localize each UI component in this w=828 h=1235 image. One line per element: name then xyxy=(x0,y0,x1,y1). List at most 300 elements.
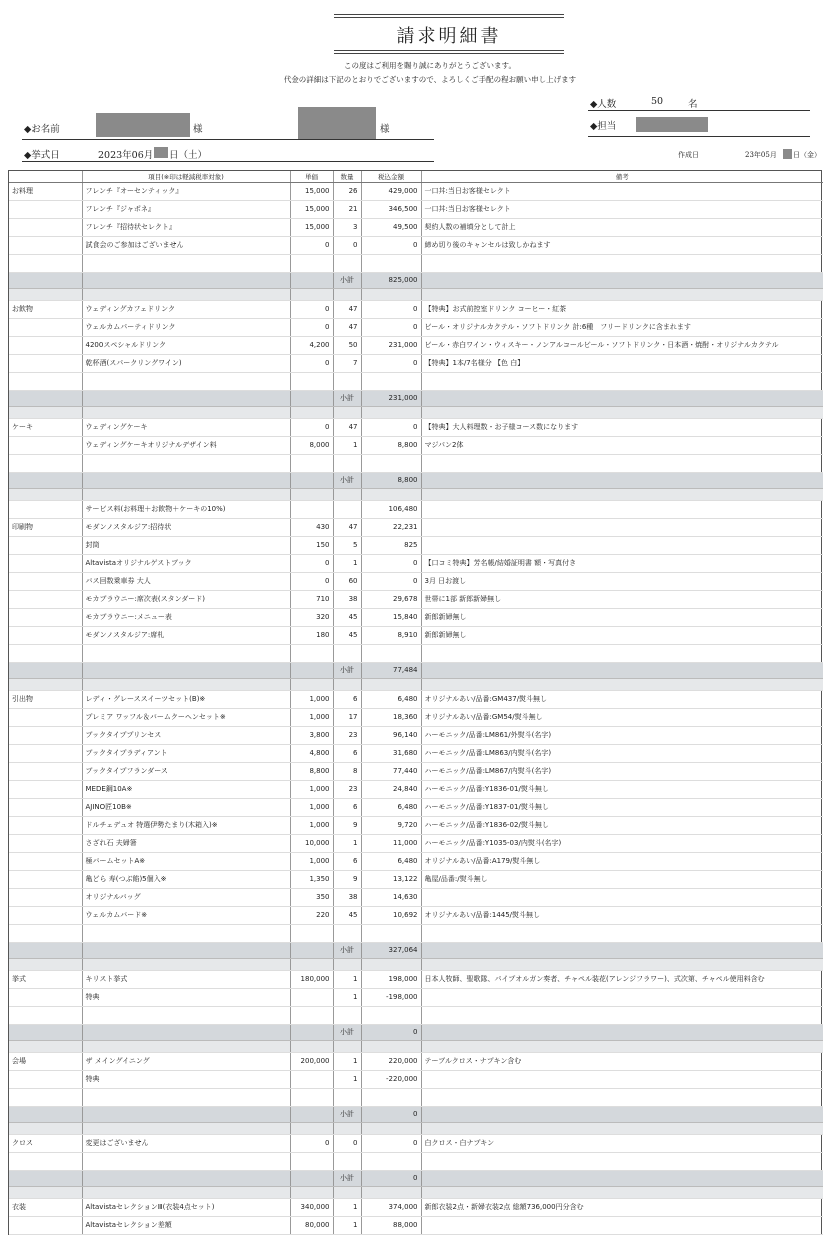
intro-line: この度はご利用を賜り誠にありがとうございます。 xyxy=(344,61,516,70)
table-row xyxy=(9,852,823,870)
price-cell: 15,000 xyxy=(290,200,333,218)
item-cell: オリジナルバッグ xyxy=(82,888,290,906)
item-cell: モダンノスタルジア:席札 xyxy=(82,626,290,644)
subtotal-label: 小計 xyxy=(333,1106,361,1122)
category-cell: 挙式 xyxy=(9,970,82,988)
amount-cell: 0 xyxy=(361,1134,421,1152)
table-row xyxy=(9,354,823,372)
subtotal-row xyxy=(9,662,823,678)
price-cell: 3,800 xyxy=(290,726,333,744)
category-cell xyxy=(9,572,82,590)
qty-cell: 26 xyxy=(333,182,361,200)
price-cell: 1,000 xyxy=(290,816,333,834)
subtotal-row xyxy=(9,1170,823,1186)
spacer-cell xyxy=(361,406,421,418)
note-cell xyxy=(421,988,823,1006)
table-row xyxy=(9,500,823,518)
category-cell xyxy=(9,354,82,372)
category-cell xyxy=(9,590,82,608)
category-cell xyxy=(9,1024,82,1040)
item-cell: サービス料(お料理＋お飲物＋ケーキの10%) xyxy=(82,500,290,518)
note-cell: ハーモニック/品番:Y1836-01/熨斗無し xyxy=(421,780,823,798)
spacer-row xyxy=(9,288,823,300)
category-cell xyxy=(9,726,82,744)
table-row xyxy=(9,1070,823,1088)
item-cell: さざれ石 夫婦箸 xyxy=(82,834,290,852)
qty-cell xyxy=(333,1006,361,1024)
qty-cell: 8 xyxy=(333,762,361,780)
price-cell: 1,000 xyxy=(290,798,333,816)
spacer-row xyxy=(9,1186,823,1198)
qty-cell: 47 xyxy=(333,518,361,536)
price-cell: 0 xyxy=(290,554,333,572)
category-cell: 引出物 xyxy=(9,690,82,708)
category-cell xyxy=(9,1088,82,1106)
subtotal-amount: 0 xyxy=(361,1106,421,1122)
note-cell xyxy=(421,536,823,554)
category-cell xyxy=(9,888,82,906)
note-cell: 締め切り後のキャンセルは致しかねます xyxy=(421,236,823,254)
table-row xyxy=(9,1052,823,1070)
price-cell xyxy=(290,390,333,406)
qty-cell: 7 xyxy=(333,354,361,372)
qty-cell xyxy=(333,254,361,272)
qty-cell: 6 xyxy=(333,852,361,870)
note-cell xyxy=(421,1106,823,1122)
people-label: ◆人数 xyxy=(590,99,617,110)
document-title-block xyxy=(334,14,564,54)
note-cell xyxy=(421,1152,823,1170)
note-cell: 【口コミ特典】芳名帳/結婚証明書 額・写真付き xyxy=(421,554,823,572)
item-cell: Altavistaセレクション差額 xyxy=(82,1216,290,1234)
column-header-price: 単価 xyxy=(290,171,333,182)
price-cell: 0 xyxy=(290,236,333,254)
note-cell: オリジナルあい/品番:A179/熨斗無し xyxy=(421,852,823,870)
spacer-cell xyxy=(361,1040,421,1052)
price-cell: 0 xyxy=(290,572,333,590)
qty-cell: 1 xyxy=(333,1052,361,1070)
qty-cell: 47 xyxy=(333,300,361,318)
spacer-cell xyxy=(290,678,333,690)
category-cell xyxy=(9,318,82,336)
amount-cell: 106,480 xyxy=(361,500,421,518)
note-cell xyxy=(421,1088,823,1106)
spacer-cell xyxy=(421,1040,823,1052)
amount-cell xyxy=(361,454,421,472)
category-cell xyxy=(9,816,82,834)
item-cell: MEDE鋼10A※ xyxy=(82,780,290,798)
price-cell: 10,000 xyxy=(290,834,333,852)
created-label: 作成日 xyxy=(678,151,699,159)
category-cell xyxy=(9,906,82,924)
note-cell xyxy=(421,924,823,942)
item-cell xyxy=(82,454,290,472)
item-cell xyxy=(82,1152,290,1170)
amount-cell xyxy=(361,644,421,662)
subtotal-label: 小計 xyxy=(333,472,361,488)
qty-cell xyxy=(333,500,361,518)
item-cell: 乾杯酒(スパークリングワイン) xyxy=(82,354,290,372)
category-cell xyxy=(9,390,82,406)
amount-cell: 18,360 xyxy=(361,708,421,726)
price-cell: 0 xyxy=(290,354,333,372)
spacer-cell xyxy=(421,488,823,500)
note-cell: 一口丼:当日お客様セレクト xyxy=(421,182,823,200)
note-cell xyxy=(421,390,823,406)
amount-cell xyxy=(361,254,421,272)
category-cell xyxy=(9,336,82,354)
price-cell: 80,000 xyxy=(290,1216,333,1234)
qty-cell: 45 xyxy=(333,906,361,924)
table-row xyxy=(9,608,823,626)
note-cell xyxy=(421,888,823,906)
price-cell xyxy=(290,1006,333,1024)
item-cell xyxy=(82,254,290,272)
amount-cell: 0 xyxy=(361,572,421,590)
amount-cell: 429,000 xyxy=(361,182,421,200)
table-row xyxy=(9,536,823,554)
amount-cell: 13,122 xyxy=(361,870,421,888)
price-cell: 15,000 xyxy=(290,218,333,236)
item-cell xyxy=(82,1024,290,1040)
category-cell: お飲物 xyxy=(9,300,82,318)
table-row xyxy=(9,924,823,942)
redaction-mask xyxy=(783,149,792,159)
amount-cell xyxy=(361,1152,421,1170)
qty-cell xyxy=(333,644,361,662)
note-cell: ビール・赤白ワイン・ウィスキー・ノンアルコールビール・ソフトドリンク・日本酒・焼酎・オリジナルカクテル xyxy=(421,336,823,354)
amount-cell: 24,840 xyxy=(361,780,421,798)
note-cell: 【特典】1本/7名様分 【色 白】 xyxy=(421,354,823,372)
qty-cell: 45 xyxy=(333,608,361,626)
price-cell xyxy=(290,1088,333,1106)
spacer-cell xyxy=(290,1186,333,1198)
qty-cell: 6 xyxy=(333,744,361,762)
table-row xyxy=(9,970,823,988)
note-cell: ビール・オリジナルカクテル・ソフトドリンク 計:6種 フリードリンクに含まれます xyxy=(421,318,823,336)
category-cell xyxy=(9,436,82,454)
table-row xyxy=(9,218,823,236)
spacer-cell xyxy=(82,1040,290,1052)
table-row xyxy=(9,644,823,662)
subtotal-row xyxy=(9,390,823,406)
price-cell xyxy=(290,500,333,518)
item-cell xyxy=(82,372,290,390)
date-value: 2023年06月 xyxy=(98,150,154,161)
amount-cell: 346,500 xyxy=(361,200,421,218)
spacer-cell xyxy=(333,406,361,418)
price-cell xyxy=(290,662,333,678)
staff-label: ◆担当 xyxy=(590,121,617,132)
table-row xyxy=(9,744,823,762)
qty-cell: 9 xyxy=(333,816,361,834)
table-row xyxy=(9,870,823,888)
spacer-cell xyxy=(9,958,82,970)
subtotal-row xyxy=(9,272,823,288)
table-row xyxy=(9,762,823,780)
price-cell: 0 xyxy=(290,418,333,436)
category-cell xyxy=(9,1170,82,1186)
category-cell: 会場 xyxy=(9,1052,82,1070)
qty-cell: 60 xyxy=(333,572,361,590)
spacer-cell xyxy=(361,1122,421,1134)
amount-cell: 0 xyxy=(361,300,421,318)
spacer-cell xyxy=(333,958,361,970)
people-value: 50 xyxy=(651,96,664,107)
category-cell xyxy=(9,500,82,518)
item-cell: 変更はございません xyxy=(82,1134,290,1152)
amount-cell: 220,000 xyxy=(361,1052,421,1070)
category-cell xyxy=(9,608,82,626)
qty-cell: 6 xyxy=(333,690,361,708)
table-row xyxy=(9,372,823,390)
spacer-cell xyxy=(82,958,290,970)
category-cell xyxy=(9,762,82,780)
note-cell xyxy=(421,1024,823,1040)
note-cell xyxy=(421,518,823,536)
category-cell xyxy=(9,798,82,816)
item-cell: レディ・グレーススイーツセット(B)※ xyxy=(82,690,290,708)
table-row xyxy=(9,436,823,454)
amount-cell: 8,800 xyxy=(361,436,421,454)
price-cell xyxy=(290,372,333,390)
amount-cell: 825 xyxy=(361,536,421,554)
spacer-cell xyxy=(361,678,421,690)
note-cell: ハーモニック/品番:LM863/内熨斗(名字) xyxy=(421,744,823,762)
spacer-cell xyxy=(82,488,290,500)
underline xyxy=(22,139,434,140)
item-cell xyxy=(82,942,290,958)
category-cell: ケーキ xyxy=(9,418,82,436)
subtotal-label: 小計 xyxy=(333,1170,361,1186)
qty-cell: 1 xyxy=(333,554,361,572)
table-row xyxy=(9,906,823,924)
qty-cell: 5 xyxy=(333,536,361,554)
item-cell xyxy=(82,662,290,678)
statement-table xyxy=(8,170,822,1235)
table-row xyxy=(9,590,823,608)
spacer-cell xyxy=(333,1186,361,1198)
category-cell xyxy=(9,554,82,572)
qty-cell: 47 xyxy=(333,418,361,436)
intro-line: 代金の詳細は下記のとおりでございますので、よろしくご手配の程お願い申し上げます xyxy=(283,75,577,84)
note-cell: 契約人数の補填分として計上 xyxy=(421,218,823,236)
qty-cell: 50 xyxy=(333,336,361,354)
title-rule xyxy=(334,17,564,18)
note-cell: 新郎衣装2点・新婦衣装2点 総額736,000円分含む xyxy=(421,1198,823,1216)
price-cell xyxy=(290,1152,333,1170)
subtotal-label: 小計 xyxy=(333,942,361,958)
qty-cell: 3 xyxy=(333,218,361,236)
item-cell: 極バームセットA※ xyxy=(82,852,290,870)
name-suffix: 様 xyxy=(380,124,390,135)
title-rule xyxy=(334,50,564,51)
amount-cell: -220,000 xyxy=(361,1070,421,1088)
note-cell xyxy=(421,1006,823,1024)
category-cell xyxy=(9,834,82,852)
price-cell: 4,200 xyxy=(290,336,333,354)
spacer-cell xyxy=(421,958,823,970)
table-row xyxy=(9,988,823,1006)
spacer-cell xyxy=(333,488,361,500)
spacer-row xyxy=(9,1122,823,1134)
category-cell xyxy=(9,1152,82,1170)
note-cell xyxy=(421,372,823,390)
category-cell xyxy=(9,870,82,888)
note-cell xyxy=(421,1216,823,1234)
amount-cell: 8,910 xyxy=(361,626,421,644)
page-title: 請求明細書 xyxy=(396,26,502,47)
price-cell xyxy=(290,1170,333,1186)
category-cell xyxy=(9,988,82,1006)
spacer-cell xyxy=(290,958,333,970)
redaction-mask xyxy=(96,113,190,137)
note-cell: 白クロス・白ナプキン xyxy=(421,1134,823,1152)
note-cell: 日本人牧師、聖歌隊、パイプオルガン奏者、チャペル装花(アレンジフラワー)、式次第、チャペル使用料含む xyxy=(421,970,823,988)
spacer-cell xyxy=(333,1122,361,1134)
table-header xyxy=(9,171,823,182)
note-cell: 亀屋/品番:/熨斗無し xyxy=(421,870,823,888)
item-cell: ドルチェデュオ 特選伊勢たまり(木箱入)※ xyxy=(82,816,290,834)
price-cell: 1,350 xyxy=(290,870,333,888)
amount-cell: 0 xyxy=(361,554,421,572)
qty-cell: 38 xyxy=(333,888,361,906)
item-cell: ブックタイプフランダース xyxy=(82,762,290,780)
item-cell: ウェディングケーキ xyxy=(82,418,290,436)
table-row xyxy=(9,708,823,726)
subtotal-row xyxy=(9,1024,823,1040)
amount-cell: 77,440 xyxy=(361,762,421,780)
amount-cell: 22,231 xyxy=(361,518,421,536)
table-row xyxy=(9,182,823,200)
amount-cell: 0 xyxy=(361,418,421,436)
item-cell: AJINO匠10B※ xyxy=(82,798,290,816)
spacer-cell xyxy=(9,288,82,300)
note-cell xyxy=(421,1070,823,1088)
subtotal-amount: 0 xyxy=(361,1024,421,1040)
spacer-row xyxy=(9,406,823,418)
spacer-cell xyxy=(9,488,82,500)
price-cell xyxy=(290,254,333,272)
qty-cell: 23 xyxy=(333,780,361,798)
price-cell: 0 xyxy=(290,318,333,336)
category-cell xyxy=(9,852,82,870)
price-cell: 200,000 xyxy=(290,1052,333,1070)
subtotal-amount: 825,000 xyxy=(361,272,421,288)
note-cell xyxy=(421,644,823,662)
amount-cell: 9,720 xyxy=(361,816,421,834)
price-cell: 8,800 xyxy=(290,762,333,780)
category-cell xyxy=(9,218,82,236)
title-rule xyxy=(334,53,564,54)
category-cell xyxy=(9,454,82,472)
note-cell: 新郎新婦無し xyxy=(421,608,823,626)
qty-cell: 38 xyxy=(333,590,361,608)
title-rule xyxy=(334,14,564,15)
qty-cell: 1 xyxy=(333,1216,361,1234)
category-cell: 印刷物 xyxy=(9,518,82,536)
spacer-cell xyxy=(361,488,421,500)
category-cell xyxy=(9,272,82,288)
column-header-item: 項目(※印は軽減税率対象) xyxy=(82,171,290,182)
price-cell xyxy=(290,454,333,472)
price-cell: 180 xyxy=(290,626,333,644)
spacer-row xyxy=(9,958,823,970)
amount-cell xyxy=(361,924,421,942)
spacer-cell xyxy=(82,288,290,300)
amount-cell: -198,000 xyxy=(361,988,421,1006)
note-cell: マジパン2体 xyxy=(421,436,823,454)
price-cell xyxy=(290,644,333,662)
subtotal-row xyxy=(9,472,823,488)
category-cell xyxy=(9,472,82,488)
column-header-amount: 税込金額 xyxy=(361,171,421,182)
qty-cell xyxy=(333,1152,361,1170)
note-cell: オリジナルあい/品番:GM437/熨斗無し xyxy=(421,690,823,708)
spacer-cell xyxy=(82,1122,290,1134)
amount-cell: 0 xyxy=(361,318,421,336)
item-cell: モカブラウニー:メニュー表 xyxy=(82,608,290,626)
spacer-cell xyxy=(9,406,82,418)
price-cell xyxy=(290,924,333,942)
note-cell: 世帯に1部 新郎新婦無し xyxy=(421,590,823,608)
table-row xyxy=(9,834,823,852)
name-label: ◆お名前 xyxy=(24,124,60,135)
redaction-mask xyxy=(636,117,708,132)
subtotal-label: 小計 xyxy=(333,1024,361,1040)
item-cell xyxy=(82,1170,290,1186)
qty-cell: 1 xyxy=(333,834,361,852)
category-cell xyxy=(9,1070,82,1088)
spacer-cell xyxy=(9,678,82,690)
price-cell: 1,000 xyxy=(290,852,333,870)
item-cell: 4200スペシャルドリンク xyxy=(82,336,290,354)
category-cell xyxy=(9,626,82,644)
note-cell xyxy=(421,272,823,288)
table-row xyxy=(9,554,823,572)
item-cell: 封筒 xyxy=(82,536,290,554)
spacer-cell xyxy=(333,678,361,690)
subtotal-row xyxy=(9,1106,823,1122)
category-cell xyxy=(9,708,82,726)
note-cell: オリジナルあい/品番:1445/熨斗無し xyxy=(421,906,823,924)
amount-cell: 96,140 xyxy=(361,726,421,744)
note-cell xyxy=(421,254,823,272)
price-cell: 320 xyxy=(290,608,333,626)
item-cell: フレンチ『招待状セレクト』 xyxy=(82,218,290,236)
spacer-cell xyxy=(361,288,421,300)
underline xyxy=(22,161,434,162)
item-cell: フレンチ『ジャポネ』 xyxy=(82,200,290,218)
amount-cell: 31,680 xyxy=(361,744,421,762)
price-cell xyxy=(290,272,333,288)
amount-cell: 6,480 xyxy=(361,798,421,816)
category-cell xyxy=(9,942,82,958)
amount-cell: 11,000 xyxy=(361,834,421,852)
amount-cell: 0 xyxy=(361,236,421,254)
price-cell: 0 xyxy=(290,300,333,318)
table-row xyxy=(9,454,823,472)
item-cell xyxy=(82,1088,290,1106)
note-cell: テーブルクロス・ナプキン含む xyxy=(421,1052,823,1070)
qty-cell: 45 xyxy=(333,626,361,644)
price-cell xyxy=(290,1024,333,1040)
table-row xyxy=(9,690,823,708)
table-row xyxy=(9,1198,823,1216)
table-row xyxy=(9,518,823,536)
created-value: 23年05月 xyxy=(745,151,777,159)
item-cell: ウェディングカフェドリンク xyxy=(82,300,290,318)
